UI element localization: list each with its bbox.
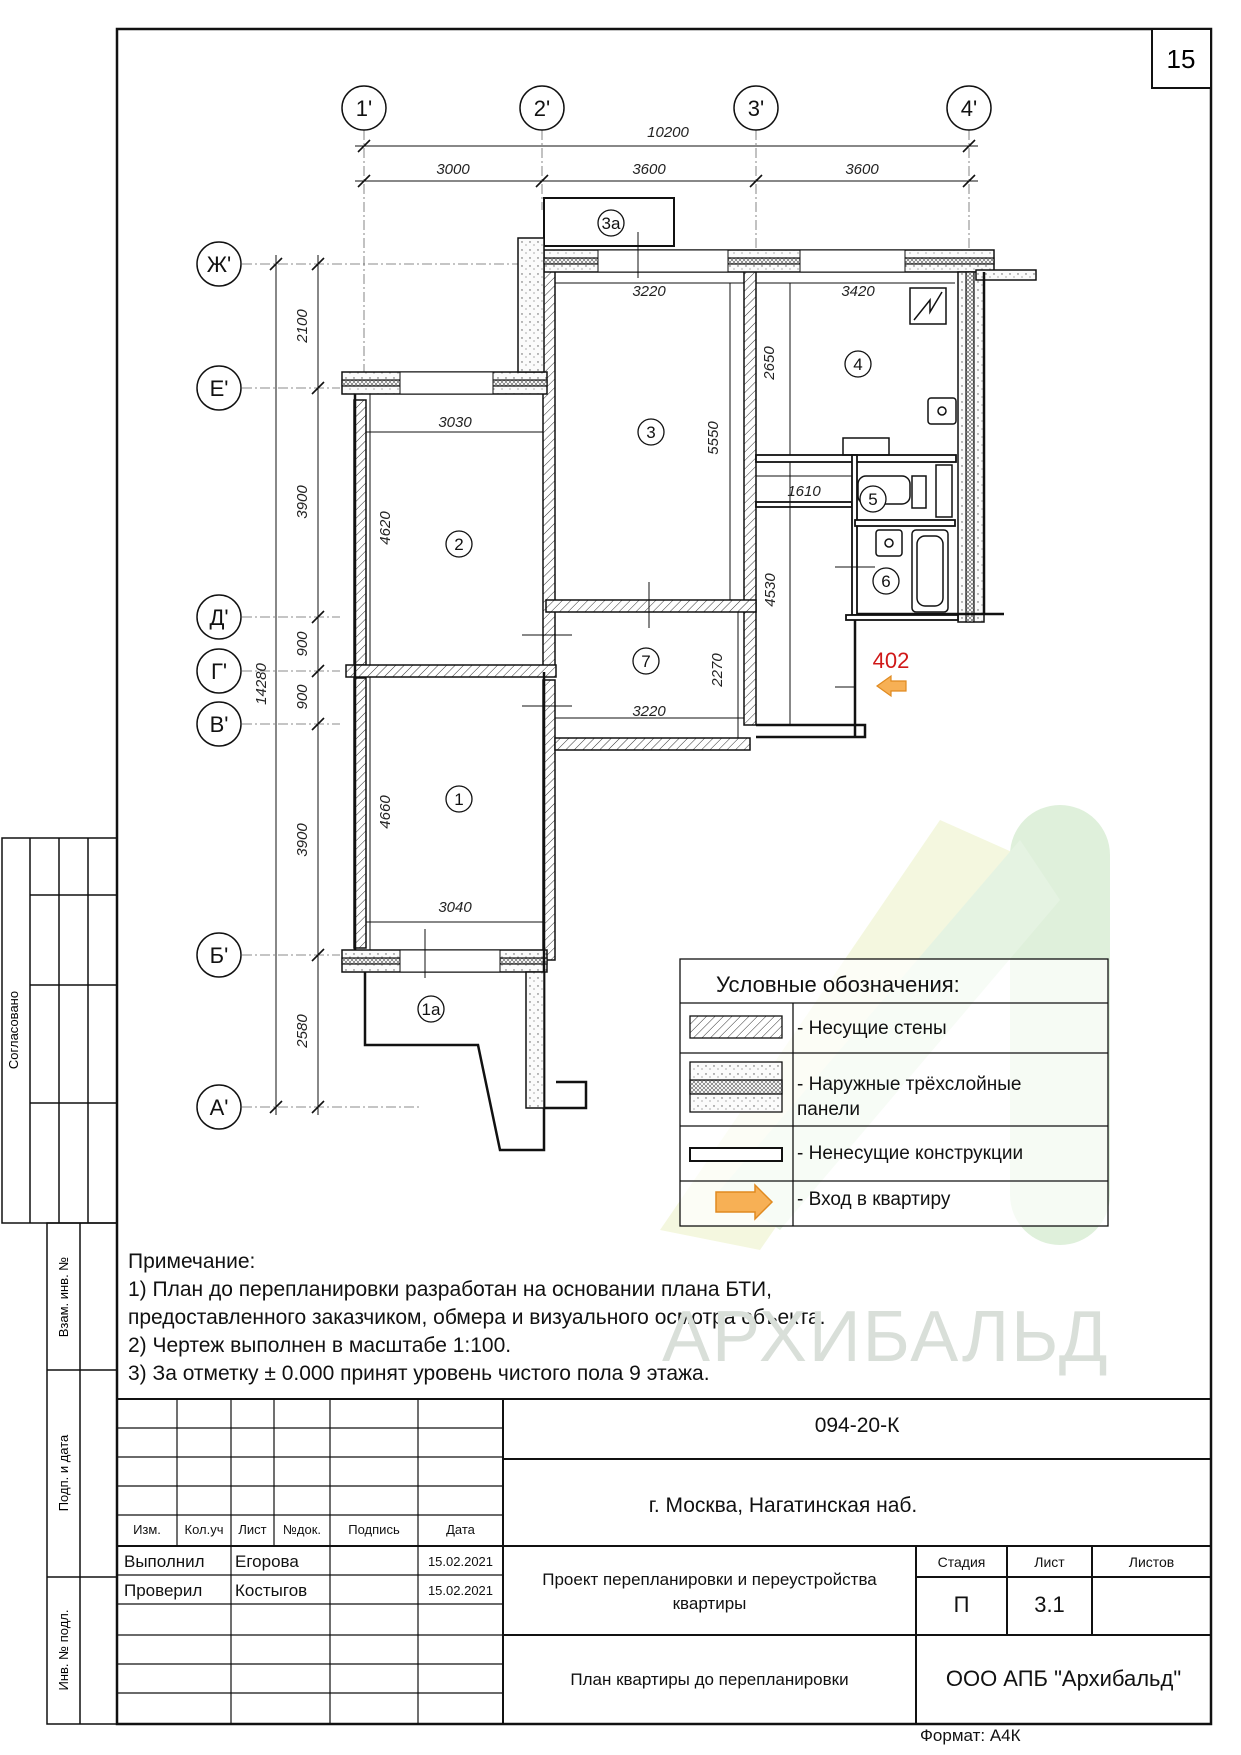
dim-r7-width: 3220: [632, 703, 666, 720]
company-name: ООО АПБ "Архибальд": [945, 1666, 1182, 1691]
axis-label-4: 4': [960, 96, 978, 121]
dim-left-6: 2580: [294, 1014, 311, 1048]
project-address: г. Москва, Нагатинская наб.: [648, 1494, 918, 1517]
col-header-list: Лист: [238, 1522, 267, 1537]
legend-entry: - Вход в квартиру: [797, 1189, 951, 1210]
project-title-line-2: квартиры: [672, 1594, 747, 1613]
room-1a: 1а: [421, 1000, 441, 1019]
axis-label-e: Е': [209, 376, 229, 401]
axis-label-2: 2': [533, 96, 551, 121]
dim-r1-width: 3040: [438, 899, 472, 916]
sheet-label: Лист: [1034, 1554, 1065, 1570]
legend-bearing-walls: - Несущие стены: [797, 1018, 947, 1039]
col-header-izm: Изм.: [133, 1522, 161, 1537]
row-name-2: Костыгов: [235, 1581, 308, 1600]
watermark-text: АРХИБАЛЬД: [662, 1297, 1110, 1377]
stamp-agreed: Согласовано: [6, 990, 21, 1070]
dim-top-span-1: 3000: [436, 161, 470, 178]
fixtures: [843, 288, 956, 612]
room-1: 1: [454, 790, 464, 809]
dim-r3-depth: 5550: [705, 421, 722, 455]
room-6: 6: [881, 572, 891, 591]
dim-left-5: 3900: [294, 823, 311, 857]
stamp-replaces: Взам. инв. №: [56, 1256, 71, 1338]
dim-left-2: 3900: [294, 485, 311, 519]
dim-r2-depth: 4620: [377, 511, 394, 545]
room-3a: 3а: [601, 214, 621, 233]
note-3: 3) За отметку ± 0.000 принят уровень чистого пола 9 этажа.: [128, 1362, 710, 1385]
note-1: 1) План до перепланировки разработан на основании плана БТИ,: [128, 1278, 772, 1301]
dim-top-span-3: 3600: [845, 161, 879, 178]
stamp-sign-date: Подп. и дата: [56, 1434, 71, 1512]
room-7: 7: [641, 652, 651, 671]
stage-value: П: [953, 1592, 970, 1617]
axis-label-g: Г': [210, 659, 228, 684]
dim-left-4: 900: [294, 684, 311, 710]
room-markers: [418, 210, 899, 1022]
stage-label: Стадия: [937, 1554, 986, 1570]
dim-r2-width: 3030: [438, 414, 472, 431]
partitions: [756, 455, 958, 620]
row-name-1: Егорова: [235, 1552, 299, 1571]
dim-corridor-width: 1610: [787, 483, 821, 500]
row-date-2: 15.02.2021: [427, 1583, 494, 1598]
dim-left-3: 900: [294, 631, 311, 657]
col-header-date: Дата: [446, 1522, 475, 1537]
legend-exterior-panels: - Наружные трёхслойные: [797, 1074, 1022, 1095]
room-5: 5: [868, 490, 878, 509]
col-header-doc: №док.: [282, 1522, 322, 1537]
axis-label-v: В': [209, 712, 229, 737]
sheets-label: Листов: [1128, 1554, 1175, 1570]
dim-r1-depth: 4660: [377, 795, 394, 829]
axis-label-zh: Ж': [206, 252, 232, 277]
legend-title: Условные обозначения:: [716, 972, 960, 997]
dim-top-span-2: 3600: [632, 161, 666, 178]
row-role-2: Проверил: [124, 1581, 203, 1600]
project-title-line-1: Проект перепланировки и переустройства: [542, 1570, 877, 1589]
note-2: 2) Чертеж выполнен в масштабе 1:100.: [128, 1334, 512, 1357]
dim-r4-width: 3420: [841, 283, 875, 300]
dim-hall-depth: 4530: [762, 573, 779, 607]
row-role-1: Выполнил: [124, 1552, 205, 1571]
sheet-value: 3.1: [1034, 1592, 1065, 1617]
row-date-1: 15.02.2021: [427, 1554, 494, 1569]
axis-label-a: А': [209, 1095, 229, 1120]
col-header-sign: Подпись: [348, 1522, 400, 1537]
note-1-cont: предоставленного заказчиком, обмера и визуального осмотра объекта.: [128, 1306, 826, 1329]
sheet-format: Формат: А4К: [920, 1726, 1021, 1745]
dim-r3-width: 3220: [632, 283, 666, 300]
drawing-title: План квартиры до перепланировки: [570, 1670, 849, 1689]
dim-r4-depth: 2650: [761, 346, 778, 380]
axis-label-1: 1': [355, 96, 373, 121]
legend-exterior-panels-2: панели: [797, 1099, 860, 1120]
apartment-number: 402: [872, 648, 910, 673]
col-header-kol: Кол.уч: [184, 1522, 224, 1537]
notes-heading: Примечание:: [128, 1250, 256, 1273]
room-4: 4: [853, 355, 863, 374]
room-3: 3: [646, 423, 656, 442]
room-2: 2: [454, 535, 464, 554]
entry-arrow-icon: [877, 676, 906, 696]
dim-top-total: 10200: [647, 124, 689, 141]
legend-partitions: - Ненесущие конструкции: [797, 1143, 1024, 1164]
axis-label-3: 3': [747, 96, 765, 121]
stamp-inv-no: Инв. № подл.: [56, 1609, 71, 1691]
dim-left-1: 2100: [294, 309, 311, 343]
dim-r7-depth: 2270: [709, 653, 726, 687]
axis-label-d: Д': [209, 605, 229, 630]
dim-left-total: 14280: [253, 663, 270, 705]
axis-label-b: Б': [209, 943, 229, 968]
sheet-number: 15: [1166, 44, 1196, 74]
project-code: 094-20-К: [814, 1414, 900, 1437]
